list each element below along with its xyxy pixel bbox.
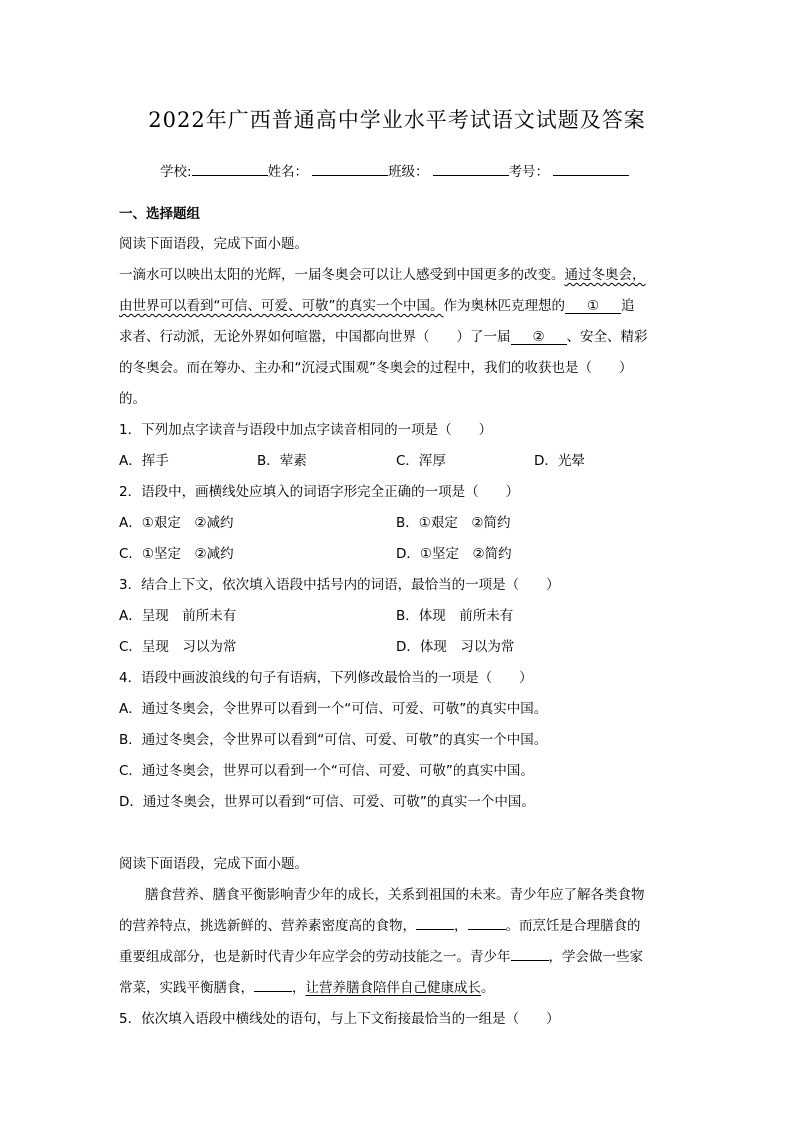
q2-option-a[interactable]: A．①艰定 ②减约 bbox=[119, 515, 234, 531]
section1-intro: 阅读下面语段，完成下面小题。 bbox=[119, 236, 308, 252]
q1-option-a[interactable]: A．挥手 bbox=[119, 453, 169, 469]
passage1-line: 求者、行动派，无论外界如何喧嚣，中国都向世界（ ）了一届 ② 、安全、精彩 bbox=[119, 329, 648, 345]
question-4-stem: 4．语段中画波浪线的句子有语病，下列修改最恰当的一项是（ ） bbox=[119, 670, 533, 686]
passage1-line: 一滴水可以映出太阳的光辉，一届冬奥会可以让人感受到中国更多的改变。通过冬奥会， bbox=[119, 267, 646, 283]
class-label: 班级： bbox=[388, 164, 429, 180]
q2-option-d[interactable]: D．①坚定 ②简约 bbox=[396, 546, 512, 562]
page-title: 2022年广西普通高中学业水平考试语文试题及答案 bbox=[148, 108, 646, 132]
q1-option-d[interactable]: D．光晕 bbox=[534, 453, 585, 469]
student-info-line bbox=[160, 160, 629, 180]
blank-a bbox=[416, 929, 454, 930]
number-label: 考号： bbox=[508, 164, 550, 180]
number-field[interactable] bbox=[553, 162, 629, 176]
blank-b bbox=[468, 929, 506, 930]
question-5-stem: 5．依次填入语段中横线处的语句，与上下文衔接最恰当的一组是（ ） bbox=[119, 1011, 560, 1027]
passage1-line: 由世界可以看到“可信、可爱、可敬”的真实一个中国。作为奥林匹克理想的 ① 追 bbox=[119, 298, 635, 314]
passage2-line: 常菜，实践平衡膳食， ，让营养膳食陪伴自己健康成长。 bbox=[119, 980, 495, 996]
q4-option-a[interactable]: A．通过冬奥会，令世界可以看到一个“可信、可爱、可敬”的真实中国。 bbox=[119, 701, 548, 717]
wavy-sentence-part1: 通过冬奥会， bbox=[564, 267, 646, 283]
passage2-line: 膳食营养、膳食平衡影响青少年的成长，关系到祖国的未来。青少年应了解各类食物 bbox=[145, 887, 645, 903]
blank-d bbox=[254, 991, 292, 992]
passage1-line: 的冬奥会。而在筹办、主办和“沉浸式围观”冬奥会的过程中，我们的收获也是（ ） bbox=[119, 360, 633, 376]
name-label: 姓名： bbox=[267, 164, 309, 180]
question-2-stem: 2．语段中，画横线处应填入的词语字形完全正确的一项是（ ） bbox=[119, 484, 520, 500]
q3-option-d[interactable]: D．体现 习以为常 bbox=[396, 639, 515, 655]
name-field[interactable] bbox=[312, 162, 388, 176]
class-field[interactable] bbox=[433, 162, 509, 176]
q1-option-c[interactable]: C．浑厚 bbox=[396, 453, 446, 469]
question-1-stem: 1．下列加点字读音与语段中加点字读音相同的一项是（ ） bbox=[119, 422, 493, 438]
blank-2: ② bbox=[511, 330, 567, 345]
blank-1: ① bbox=[565, 299, 621, 314]
q2-option-b[interactable]: B．①艰定 ②简约 bbox=[396, 515, 511, 531]
q3-option-b[interactable]: B．体现 前所未有 bbox=[396, 608, 514, 624]
underlined-sentence: 让营养膳食陪伴自己健康成长 bbox=[305, 980, 481, 996]
q4-option-d[interactable]: D．通过冬奥会，世界可以看到“可信、可爱、可敬”的真实一个中国。 bbox=[119, 794, 535, 810]
section2-intro: 阅读下面语段，完成下面小题。 bbox=[119, 856, 308, 872]
passage2-line: 重要组成部分，也是新时代青少年应学会的劳动技能之一。青少年 ，学会做一些家 bbox=[119, 949, 643, 965]
q2-option-c[interactable]: C．①坚定 ②减约 bbox=[119, 546, 234, 562]
wavy-sentence-part2: 由世界可以看到“可信、可爱、可敬”的真实一个中国。 bbox=[119, 298, 444, 314]
passage2-line: 的营养特点，挑选新鲜的、营养素密度高的食物， ， 。而烹饪是合理膳食的 bbox=[119, 918, 641, 934]
passage1-line: 的。 bbox=[119, 391, 146, 407]
blank-c bbox=[511, 960, 549, 961]
question-3-stem: 3．结合上下文，依次填入语段中括号内的词语，最恰当的一项是（ ） bbox=[119, 577, 560, 593]
q4-option-c[interactable]: C．通过冬奥会，世界可以看到一个“可信、可爱、可敬”的真实中国。 bbox=[119, 763, 534, 779]
section-heading: 一、选择题组 bbox=[119, 206, 200, 222]
school-label: 学校: bbox=[160, 164, 192, 180]
q3-option-a[interactable]: A．呈现 前所未有 bbox=[119, 608, 237, 624]
school-field[interactable] bbox=[192, 162, 268, 176]
q3-option-c[interactable]: C．呈现 习以为常 bbox=[119, 639, 237, 655]
q1-option-b[interactable]: B．荤素 bbox=[257, 453, 307, 469]
q4-option-b[interactable]: B．通过冬奥会，令世界可以看到“可信、可爱、可敬”的真实一个中国。 bbox=[119, 732, 548, 748]
